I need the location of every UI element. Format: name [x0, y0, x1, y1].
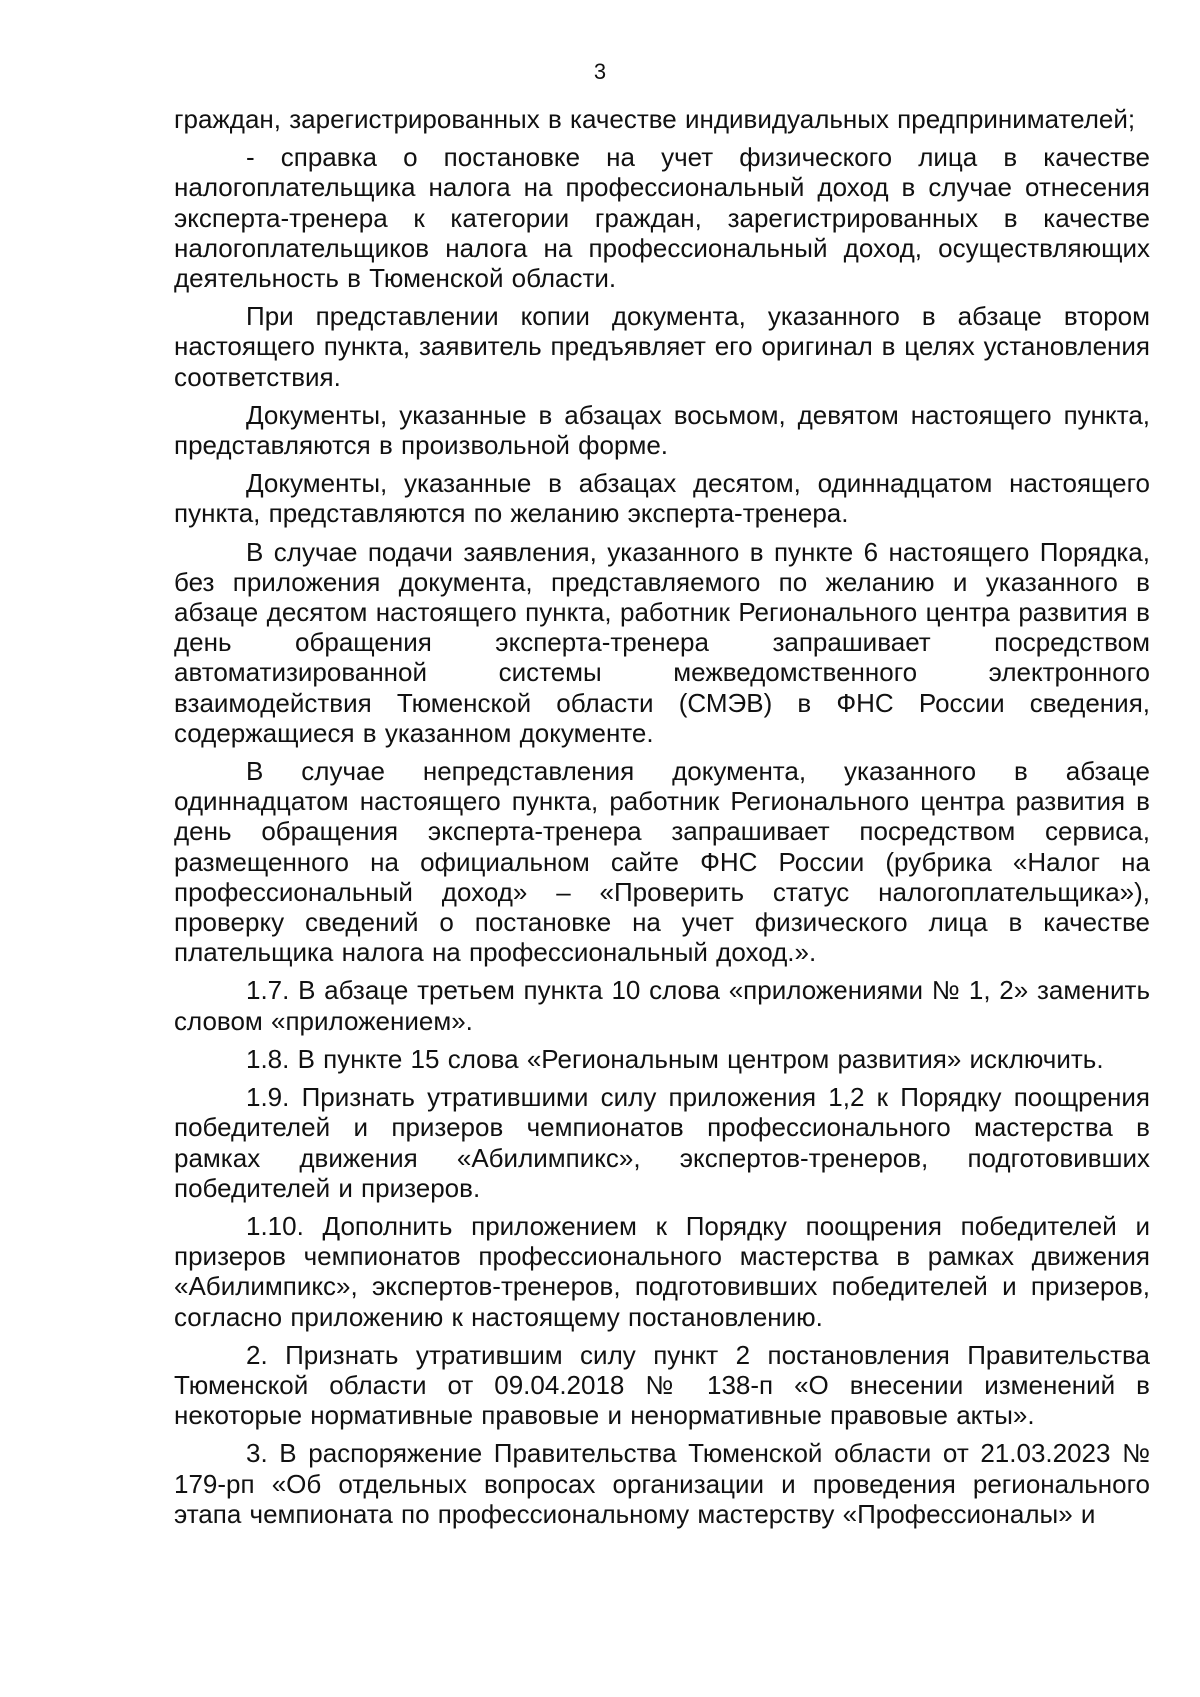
paragraph-13: 3. В распоряжение Правительства Тюменской области от 21.03.2023 № 179-рп «Об отдельных вопросах организации и проведения регионального этапа чемпионата по профессиональному мастерству «Профессионалы» и [174, 1438, 1150, 1529]
paragraph-2: - справка о постановке на учет физического лица в качестве налогоплательщика налога на профессиональный доход в случае отнесения эксперта-тренера к категории граждан, зарегистрированных в качестве налогоплательщиков налога на профессиональный доход, осуществляющих деятельность в Тюменской области. [174, 142, 1150, 294]
document-body [174, 104, 1150, 1529]
paragraph-1: граждан, зарегистрированных в качестве индивидуальных предпринимателей; [174, 104, 1136, 134]
paragraph-10: 1.9. Признать утратившими силу приложения 1,2 к Порядку поощрения победителей и призеров чемпионатов профессионального мастерства в рамках движения «Абилимпикс», экспертов-тренеров, подготовивших победителей и призеров. [174, 1082, 1150, 1203]
paragraph-11: 1.10. Дополнить приложением к Порядку поощрения победителей и призеров чемпионатов профессионального мастерства в рамках движения «Абилимпикс», экспертов-тренеров, подготовивших победителей и призеров, согласно приложению к настоящему постановлению. [174, 1210, 1150, 1332]
paragraph-7: В случае непредставления документа, указанного в абзаце одиннадцатом настоящего пункта, работник Регионального центра развития в день обращения эксперта-тренера запрашивает посредством сервиса, размещенного на официальном сайте ФНС России (рубрика «Налог на профессиональный доход» – «Проверить статус налогоплательщика»), проверку сведений о постановке на учет физического лица в качестве плательщика налога на профессиональный доход.». [174, 756, 1150, 968]
paragraph-6: В случае подачи заявления, указанного в пункте 6 настоящего Порядка, без приложения документа, представляемого по желанию и указанного в абзаце десятом настоящего пункта, работник Регионального центра развития в день обращения эксперта-тренера запрашивает посредством автоматизированной системы межведомственного электронного взаимодействия Тюменской области (СМЭВ) в ФНС России сведения, содержащиеся в указанном документе. [174, 536, 1150, 748]
paragraph-8: 1.7. В абзаце третьем пункта 10 слова «приложениями № 1, 2» заменить словом «приложением». [174, 975, 1150, 1036]
paragraph-5: Документы, указанные в абзацах десятом, одиннадцатом настоящего пункта, представляются по желанию эксперта-тренера. [174, 468, 1150, 529]
paragraph-9: 1.8. В пункте 15 слова «Региональным центром развития» исключить. [246, 1043, 1104, 1074]
paragraph-12: 2. Признать утратившим силу пункт 2 постановления Правительства Тюменской области от 09.04.2018 № 138-п «О внесении изменений в некоторые нормативные правовые и ненормативные правовые акты». [174, 1339, 1150, 1431]
paragraph-4: Документы, указанные в абзацах восьмом, девятом настоящего пункта, представляются в произвольной форме. [174, 399, 1150, 461]
page-number: 3 [593, 59, 607, 84]
paragraph-3: При представлении копии документа, указанного в абзаце втором настоящего пункта, заявитель предъявляет его оригинал в целях установления соответствия. [174, 301, 1150, 392]
